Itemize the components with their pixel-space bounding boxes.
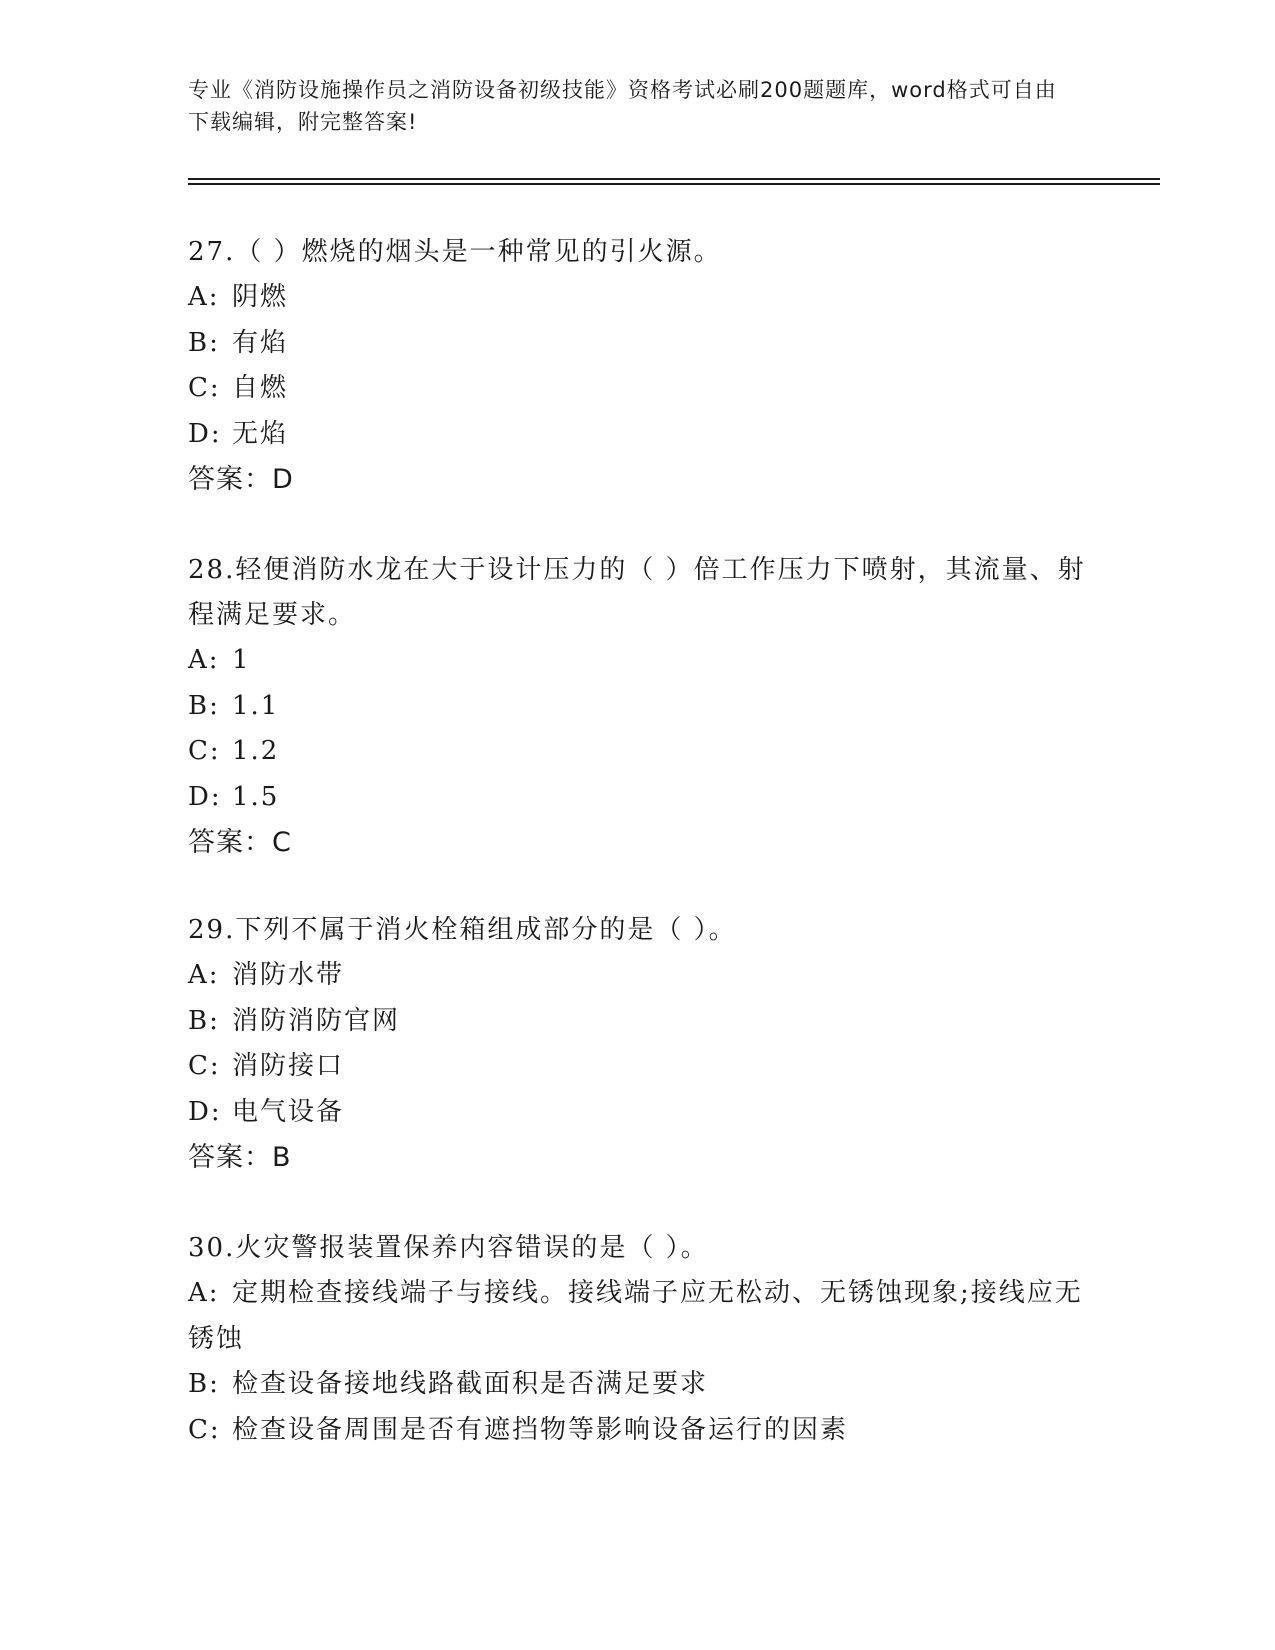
- option-text: 无焰: [232, 418, 289, 449]
- option-letter: C:: [188, 1414, 221, 1445]
- option-d: [188, 775, 1088, 821]
- option-letter: C:: [188, 373, 221, 403]
- option-letter: D:: [188, 1096, 222, 1127]
- option-letter: D:: [188, 418, 222, 449]
- answer-line: 答案：B: [188, 1142, 292, 1173]
- option-text: 检查设备周围是否有遮挡物等影响设备运行的因素: [232, 1414, 849, 1445]
- header-divider-top: [188, 178, 1160, 180]
- option-text: 消防水带: [232, 960, 345, 990]
- option-c: [188, 1044, 1088, 1090]
- option-text: 1: [232, 645, 251, 675]
- header-divider-bottom: [188, 183, 1160, 185]
- option-letter: A:: [188, 282, 220, 312]
- option-b: [188, 999, 1088, 1045]
- option-text: 阴燃: [232, 282, 289, 312]
- option-c: [188, 1408, 1088, 1454]
- option-text: 1.2: [232, 736, 280, 766]
- option-letter: B:: [188, 1005, 220, 1036]
- question-29: [188, 908, 1088, 1181]
- option-text: 1.5: [232, 781, 280, 812]
- option-text: 定期检查接线端子与接线。接线端子应无松动、无锈蚀现象;接线应无锈蚀: [188, 1278, 1083, 1354]
- option-letter: B:: [188, 1369, 220, 1399]
- option-text: 消防接口: [232, 1051, 345, 1081]
- option-c: [188, 729, 1088, 775]
- option-letter: C:: [188, 736, 221, 766]
- option-letter: C:: [188, 1051, 221, 1081]
- option-letter: D:: [188, 781, 222, 812]
- question-stem: 30.火灾警报装置保养内容错误的是（ ）。: [188, 1233, 709, 1263]
- option-letter: A:: [188, 1278, 220, 1308]
- header-title: 专业《消防设施操作员之消防设备初级技能》资格考试必刷200题题库，word格式可自由下载编辑，附完整答案!: [188, 78, 1057, 134]
- question-stem: 29.下列不属于消火栓箱组成部分的是（ ）。: [188, 915, 737, 945]
- option-letter: A:: [188, 645, 220, 675]
- question-stem: 28.轻便消防水龙在大于设计压力的（ ）倍工作压力下喷射，其流量、射程满足要求。: [188, 555, 1086, 630]
- option-a: [188, 953, 1088, 999]
- option-d: [188, 412, 1088, 458]
- question-27: [188, 230, 1088, 503]
- question-stem: 27.（ ）燃烧的烟头是一种常见的引火源。: [188, 237, 722, 267]
- option-letter: B:: [188, 327, 220, 358]
- option-b: [188, 684, 1088, 730]
- question-30: [188, 1226, 1088, 1453]
- option-text: 自燃: [232, 373, 289, 403]
- answer-line: 答案：D: [188, 464, 294, 495]
- answer-line: 答案：C: [188, 827, 292, 858]
- option-letter: A:: [188, 960, 220, 990]
- option-a: [188, 275, 1088, 321]
- option-text: 检查设备接地线路截面积是否满足要求: [232, 1369, 709, 1399]
- option-text: 电气设备: [232, 1096, 345, 1127]
- option-c: [188, 366, 1088, 412]
- question-28: [188, 548, 1088, 866]
- document-header: [188, 74, 1068, 138]
- option-d: [188, 1090, 1088, 1136]
- option-letter: B:: [188, 690, 220, 721]
- option-a: [188, 638, 1088, 684]
- option-text: 1.1: [232, 690, 280, 721]
- option-b: [188, 1362, 1088, 1408]
- option-a: [188, 1271, 1088, 1362]
- option-b: [188, 321, 1088, 367]
- option-text: 有焰: [232, 327, 289, 358]
- option-text: 消防消防官网: [232, 1005, 401, 1036]
